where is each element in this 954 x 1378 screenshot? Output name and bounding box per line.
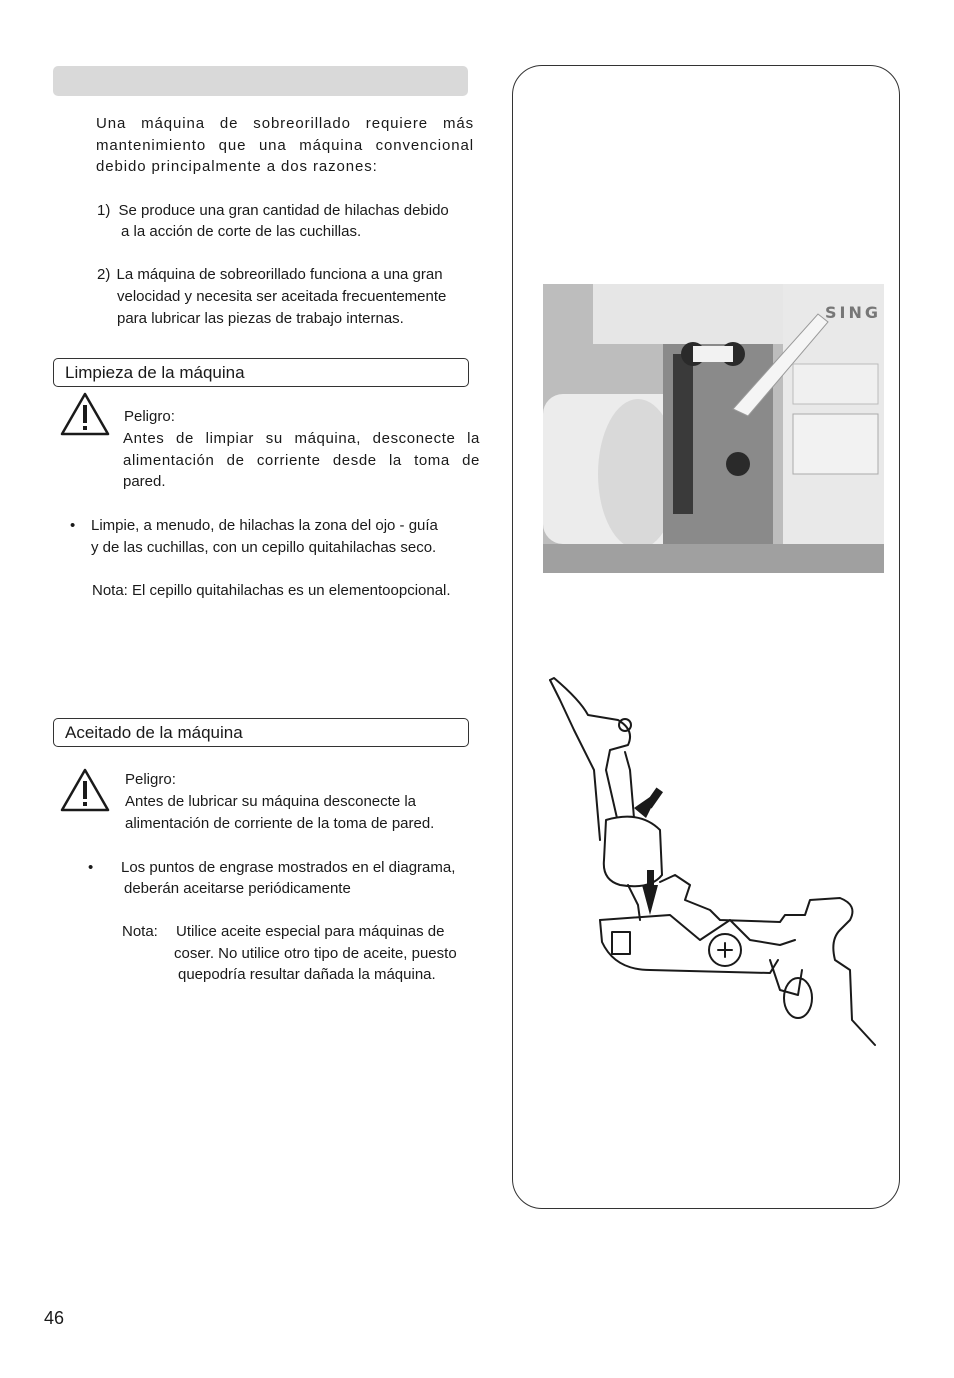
oiling-note-line: coser. No utilice otro tipo de aceite, puesto [174,945,457,962]
oiling-bullet-line: Los puntos de engrase mostrados en el diagrama, [121,859,456,876]
reason-text: a la acción de corte de las cuchillas. [121,223,362,240]
brand-label: SING [825,303,881,322]
section-title-bar [53,66,468,96]
intro-line: debido principalmente a dos razones: [96,158,378,175]
cleaning-danger-text [123,428,480,493]
reason-text: para lubricar las piezas de trabajo internas. [117,309,404,327]
oiling-diagram [540,670,880,1060]
reason-text: Se produce una gran cantidad de hilachas debido [118,202,449,219]
cleaning-heading: Limpieza de la máquina [53,358,469,387]
page-number: 46 [44,1308,65,1328]
reason-item-1 [97,200,449,222]
oiling-note-line: Utilice aceite especial para máquinas de [176,923,445,940]
danger-line: pared. [123,473,166,490]
bullet-line: y de las cuchillas, con un cepillo quitahilachas seco. [91,538,437,556]
danger-line: Antes de lubricar su máquina desconecte la [125,793,417,810]
reason-text: velocidad y necesita ser aceitada frecuentemente [117,288,447,305]
reason-text: La máquina de sobreorillado funciona a una gran [116,266,443,283]
reason-item-1-cont [121,221,361,243]
machine-photo-drawing [543,284,884,573]
reason-item-2-cont [117,286,446,329]
intro-paragraph [96,113,474,178]
bullet-dot: • [70,517,76,534]
cleaning-note: Nota: El cepillo quitahilachas es un elementoopcional. [92,582,451,599]
cleaning-bullet [91,515,438,558]
machine-photo [543,284,884,573]
oiling-note-label: Nota: [122,923,158,940]
cleaning-danger-label: Peligro: [124,408,175,425]
reason-number: 1) [97,202,111,219]
oiling-note-line: quepodría resultar dañada la máquina. [178,966,436,983]
oiling-heading: Aceitado de la máquina [53,718,469,747]
bullet-line: Limpie, a menudo, de hilachas la zona del ojo - guía [91,517,438,534]
warning-icon [60,392,110,436]
reason-number: 2) [97,266,111,283]
oiling-bullet-line: deberán aceitarse periódicamente [124,880,351,897]
intro-line: mantenimiento que una máquina convencional [96,136,474,154]
danger-line: Antes de limpiar su máquina, desconecte la [123,430,480,447]
warning-icon [60,768,110,812]
danger-line: alimentación de corriente de la toma de pared. [125,814,435,832]
oiling-danger-text [125,791,434,834]
reason-item-2 [97,264,443,286]
danger-line: alimentación de corriente desde la toma de [123,451,480,469]
intro-line: Una máquina de sobreorillado requiere más [96,115,474,132]
oiling-danger-label: Peligro: [125,771,176,788]
bullet-dot: • [88,859,94,876]
